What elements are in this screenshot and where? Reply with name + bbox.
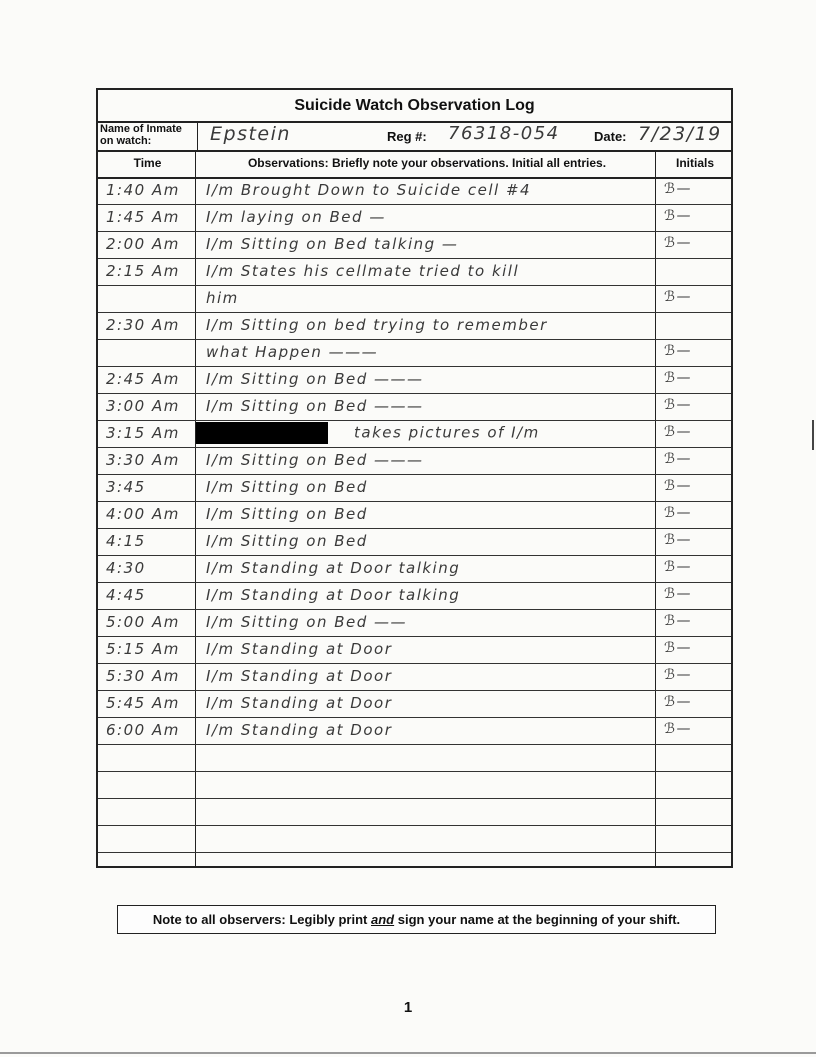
inmate-name-label [100, 123, 196, 147]
initials-cell: ℬ— [664, 586, 693, 602]
redaction-block [196, 422, 328, 444]
observation-cell: I/m Sitting on Bed [206, 478, 368, 496]
observer-note [117, 905, 716, 934]
observation-cell: I/m Standing at Door [206, 667, 393, 685]
page-number: 1 [403, 999, 413, 1016]
observation-cell: I/m Standing at Door talking [206, 586, 461, 604]
table-row [98, 258, 731, 285]
time-cell: 5:45 Am [106, 694, 180, 712]
observation-cell: I/m Sitting on Bed ——— [206, 370, 424, 388]
time-cell: 1:45 Am [106, 208, 180, 226]
table-row [98, 231, 731, 258]
initials-cell: ℬ— [664, 721, 693, 737]
initials-cell: ℬ— [664, 694, 693, 710]
time-cell: 3:30 Am [106, 451, 180, 469]
time-cell: 1:40 Am [106, 181, 180, 199]
inmate-name-value: Epstein [210, 123, 291, 145]
initials-cell: ℬ— [664, 451, 693, 467]
note-prefix: Note to all observers: Legibly print [152, 912, 368, 927]
date-label: Date: [594, 129, 627, 144]
initials-cell: ℬ— [664, 640, 693, 656]
initials-cell: ℬ— [664, 235, 693, 251]
table-row [98, 636, 731, 663]
column-header-row [98, 150, 731, 179]
table-row [98, 825, 731, 852]
initials-cell: ℬ— [664, 505, 693, 521]
table-row [98, 717, 731, 744]
table-row [98, 609, 731, 636]
time-cell: 2:15 Am [106, 262, 180, 280]
initials-cell: ℬ— [664, 181, 693, 197]
initials-cell: ℬ— [664, 559, 693, 575]
note-suffix: sign your name at the beginning of your shift. [397, 912, 681, 927]
table-row [98, 177, 731, 204]
inmate-info-row [98, 121, 731, 152]
row-line [98, 852, 731, 853]
observation-cell: I/m Standing at Door talking [206, 559, 461, 577]
table-row [98, 393, 731, 420]
observation-cell: I/m Standing at Door [206, 694, 393, 712]
divider [197, 121, 198, 150]
page-edge-mark [812, 420, 814, 450]
table-row [98, 798, 731, 825]
table-row [98, 663, 731, 690]
time-cell: 5:30 Am [106, 667, 180, 685]
inmate-name-label-line2: on watch: [100, 135, 152, 147]
note-emphasis: and [371, 912, 395, 927]
table-row [98, 771, 731, 798]
observation-cell: I/m Sitting on Bed talking — [206, 235, 459, 253]
observation-cell: what Happen ——— [206, 343, 379, 361]
table-row [98, 501, 731, 528]
table-row [98, 690, 731, 717]
time-cell: 2:45 Am [106, 370, 180, 388]
initials-cell: ℬ— [664, 613, 693, 629]
observation-cell: I/m Sitting on bed trying to remember [206, 316, 548, 334]
table-row [98, 582, 731, 609]
inmate-name-label-line1: Name of Inmate [100, 123, 182, 135]
table-row [98, 312, 731, 339]
time-cell: 3:15 Am [106, 424, 180, 442]
observation-cell [196, 422, 642, 444]
observation-cell: him [206, 289, 239, 307]
reg-number-value: 76318-054 [448, 123, 560, 144]
time-cell: 2:30 Am [106, 316, 180, 334]
time-cell: 3:00 Am [106, 397, 180, 415]
initials-column-header: Initials [675, 156, 714, 170]
time-cell: 4:15 [106, 532, 146, 550]
table-row [98, 285, 731, 312]
time-column-header: Time [133, 156, 162, 170]
time-cell: 5:00 Am [106, 613, 180, 631]
reg-number-label: Reg #: [387, 129, 427, 144]
table-row [98, 555, 731, 582]
time-cell: 2:00 Am [106, 235, 180, 253]
time-cell: 4:00 Am [106, 505, 180, 523]
table-row [98, 366, 731, 393]
time-cell: 5:15 Am [106, 640, 180, 658]
observation-cell: I/m Sitting on Bed ——— [206, 451, 424, 469]
observation-cell: I/m States his cellmate tried to kill [206, 262, 520, 280]
table-row [98, 339, 731, 366]
initials-cell: ℬ— [664, 343, 693, 359]
page-bottom-edge [0, 1052, 816, 1054]
observation-text: takes pictures of I/m [354, 423, 540, 442]
initials-cell: ℬ— [664, 478, 693, 494]
time-cell: 4:30 [106, 559, 146, 577]
initials-cell: ℬ— [664, 370, 693, 386]
observation-cell: I/m Sitting on Bed —— [206, 613, 408, 631]
table-row [98, 744, 731, 771]
observation-cell: I/m Sitting on Bed [206, 505, 368, 523]
table-row [98, 420, 731, 447]
initials-cell: ℬ— [664, 208, 693, 224]
date-value: 7/23/19 [638, 123, 722, 145]
initials-cell: ℬ— [664, 289, 693, 305]
observation-log-table [96, 88, 733, 868]
observation-cell: I/m Brought Down to Suicide cell #4 [206, 181, 532, 199]
observation-cell: I/m Standing at Door [206, 721, 393, 739]
table-row [98, 447, 731, 474]
time-cell: 4:45 [106, 586, 146, 604]
table-row [98, 204, 731, 231]
initials-cell: ℬ— [664, 397, 693, 413]
time-cell: 6:00 Am [106, 721, 180, 739]
observation-cell: I/m Standing at Door [206, 640, 393, 658]
observation-cell: I/m Sitting on Bed [206, 532, 368, 550]
observation-cell: I/m Sitting on Bed ——— [206, 397, 424, 415]
initials-cell: ℬ— [664, 667, 693, 683]
initials-cell: ℬ— [664, 532, 693, 548]
time-cell: 3:45 [106, 478, 146, 496]
observation-cell: I/m laying on Bed — [206, 208, 386, 226]
observations-column-header: Observations: Briefly note your observations. Initial all entries. [247, 156, 607, 170]
log-title: Suicide Watch Observation Log [98, 90, 731, 123]
initials-cell: ℬ— [664, 424, 693, 440]
table-row [98, 528, 731, 555]
table-row [98, 474, 731, 501]
